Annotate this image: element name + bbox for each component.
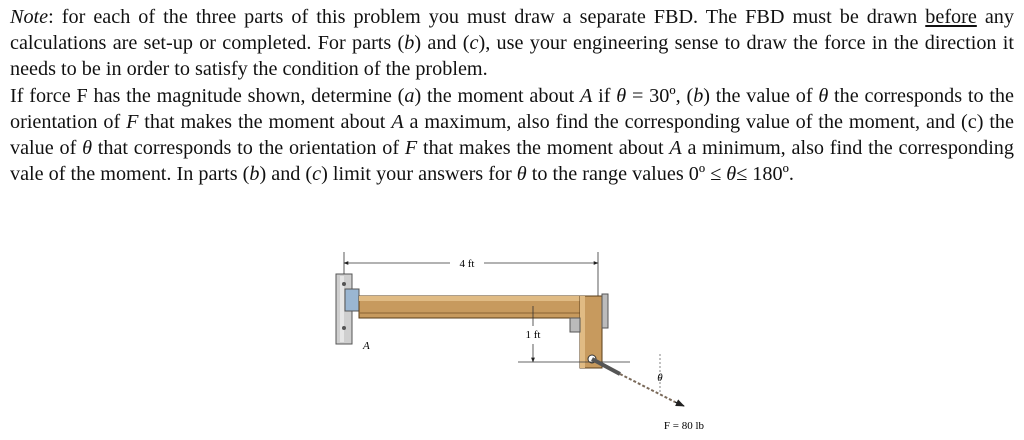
label-4ft: 4 ft <box>459 258 475 270</box>
angle-theta <box>657 354 663 394</box>
problem-s11: a minimum, also find the corresponding vale of the moment. In parts ( <box>10 137 1014 186</box>
beam-figure <box>330 244 730 438</box>
problem-c: c <box>312 163 322 186</box>
problem-s5: ) the value of <box>703 84 819 107</box>
problem-s14: to the range values 0º ≤ <box>526 163 727 186</box>
problem-s8: a maximum, also find the corresponding value of the moment, and (c) the value of <box>10 110 1014 160</box>
wall-support <box>336 274 359 344</box>
problem-s1: If force F has the magnitude shown, determine ( <box>10 84 405 107</box>
label-1ft: 1 ft <box>525 329 541 341</box>
problem-s13: ) limit your answers for <box>321 163 517 186</box>
note-paragraph <box>10 4 1014 83</box>
problem-s15: ≤ 180º. <box>736 163 794 186</box>
label-force: F = 80 lb <box>663 420 705 432</box>
note-text-1: : for each of the three parts of this problem you must draw a separate FBD. The FBD must be drawn <box>48 6 926 28</box>
note-b: b <box>404 32 415 55</box>
problem-F1: F <box>126 110 139 133</box>
problem-A2: A <box>391 110 404 133</box>
problem-s7: that makes the moment about <box>138 110 392 133</box>
problem-paragraph <box>10 83 1014 188</box>
problem-s10: that makes the moment about <box>417 137 670 160</box>
problem-b: b <box>693 84 704 107</box>
note-underlined-before: before <box>925 6 977 28</box>
dimension-4ft <box>344 252 598 296</box>
problem-a: a <box>404 84 415 107</box>
problem-theta2: θ <box>818 84 829 107</box>
note-text-4: ), use your engineering sense to draw the force in the direction it needs to be in order to satisfy the condition of the problem. <box>10 32 1015 81</box>
problem-s12: ) and ( <box>259 163 313 186</box>
note-text-2: any calculations are set-up or completed. For parts ( <box>10 6 1014 55</box>
force-F <box>592 359 705 432</box>
horizontal-beam <box>359 296 599 318</box>
note-c: c <box>469 32 479 55</box>
problem-s2: ) the moment about <box>414 84 581 107</box>
problem-theta1: θ <box>616 84 627 107</box>
problem-s3: if <box>592 84 617 107</box>
label-A: A <box>363 340 370 352</box>
problem-b2: b <box>249 163 260 186</box>
note-text-3: ) and ( <box>414 32 470 55</box>
note-prefix: Note <box>10 6 49 28</box>
problem-A3: A <box>669 137 682 160</box>
problem-text <box>10 4 1014 187</box>
problem-s6: the corresponds to the orientation of <box>10 84 1014 133</box>
problem-theta5: θ <box>726 163 737 186</box>
problem-s4: = 30º, ( <box>626 84 694 107</box>
problem-theta4: θ <box>516 163 527 186</box>
label-theta: θ <box>657 372 663 384</box>
problem-s9: that corresponds to the orientation of <box>92 137 405 160</box>
problem-theta3: θ <box>82 137 92 160</box>
problem-A1: A <box>580 84 593 107</box>
problem-F2: F <box>404 137 418 160</box>
